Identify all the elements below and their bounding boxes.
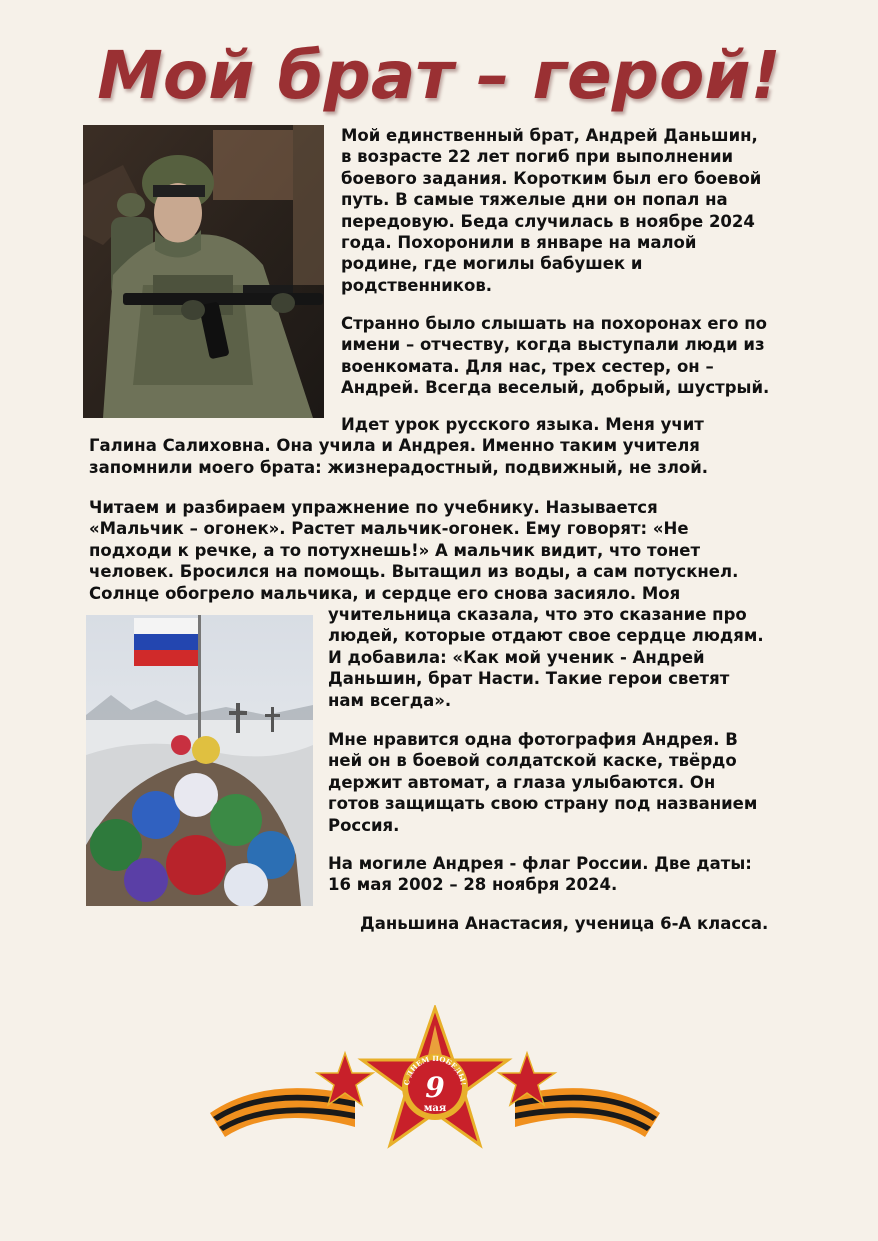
text-line: Идет урок русского языка. Меня учит (341, 415, 704, 434)
text-line: человек. Бросился на помощь. Вытащил из воды, а сам потускнел. (89, 562, 739, 582)
paragraph-3 (89, 414, 809, 478)
emblem-day: 9 (425, 1071, 445, 1104)
text-line: Даньшин, брат Насти. Такие герои светят (328, 669, 730, 689)
text-line: родственников. (341, 275, 493, 295)
paragraph-6 (328, 853, 818, 896)
text-line: года. Похоронили в январе на малой (341, 233, 697, 253)
signature: Даньшина Анастасия, ученица 6-А класса. (360, 914, 769, 933)
text-line: боевого задания. Коротким был его боевой (341, 168, 762, 188)
text-line: ней он в боевой солдатской каске, твёрдо (328, 751, 737, 771)
text-line: людей, которые отдают свое сердце людям. (328, 626, 764, 646)
text-line: запомнили моего брата: жизнерадостный, подвижный, не злой. (89, 457, 709, 477)
text-line: родине, где могилы бабушек и (341, 254, 643, 274)
text-line: «Мальчик – огонек». Растет мальчик-огонек. Ему говорят: «Не (89, 519, 689, 539)
text-line: Андрей. Всегда веселый, добрый, шустрый. (341, 378, 770, 398)
paragraph-4 (89, 497, 809, 711)
emblem-month: мая (423, 1103, 447, 1114)
text-line: учительница сказала, что это сказание про (328, 605, 747, 625)
paragraph-1 (341, 125, 821, 296)
emblem-ribbon-text: С ДНЕМ ПОБЕДЫ! (401, 1053, 468, 1086)
text-line: подходи к речке, а то потухнешь!» А мальчик видит, что тонет (89, 540, 701, 560)
text-line: Мой единственный брат, Андрей Даньшин, (341, 126, 758, 145)
text-line: Солнце обогрело мальчика, и сердце его снова засияло. Моя (89, 583, 681, 603)
paragraph-5 (328, 729, 818, 836)
text-line: готов защищать свою страну под названием (328, 794, 758, 814)
text-line: 16 мая 2002 – 28 ноября 2024. (328, 875, 618, 895)
text-line: На могиле Андрея - флаг России. Две даты: (328, 854, 752, 873)
text-line: путь. В самые тяжелые дни он попал на (341, 190, 728, 210)
text-line: передовую. Беда случилась в ноябре 2024 (341, 211, 755, 231)
text-line: имени – отчеству, когда выступали люди из (341, 335, 765, 355)
text-line: нам всегда». (328, 690, 452, 710)
page-title: Мой брат – герой! (97, 37, 781, 114)
text-line: Россия. (328, 815, 400, 835)
text-line: военкомата. Для нас, трех сестер, он – (341, 356, 714, 376)
text-line: И добавила: «Как мой ученик - Андрей (328, 647, 705, 667)
text-line: Читаем и разбираем упражнение по учебнику. Называется (89, 498, 658, 517)
text-line: Мне нравится одна фотография Андрея. В (328, 730, 738, 749)
victory-day-emblem (205, 1005, 665, 1167)
text-line: в возрасте 22 лет погиб при выполнении (341, 147, 734, 167)
paragraph-2 (341, 313, 821, 399)
soldier-photo (83, 125, 324, 418)
text-line: держит автомат, а глаза улыбаются. Он (328, 772, 716, 792)
text-line: Странно было слышать на похоронах его по (341, 314, 767, 333)
text-line: Галина Салиховна. Она учила и Андрея. Именно таким учителя (89, 436, 700, 456)
